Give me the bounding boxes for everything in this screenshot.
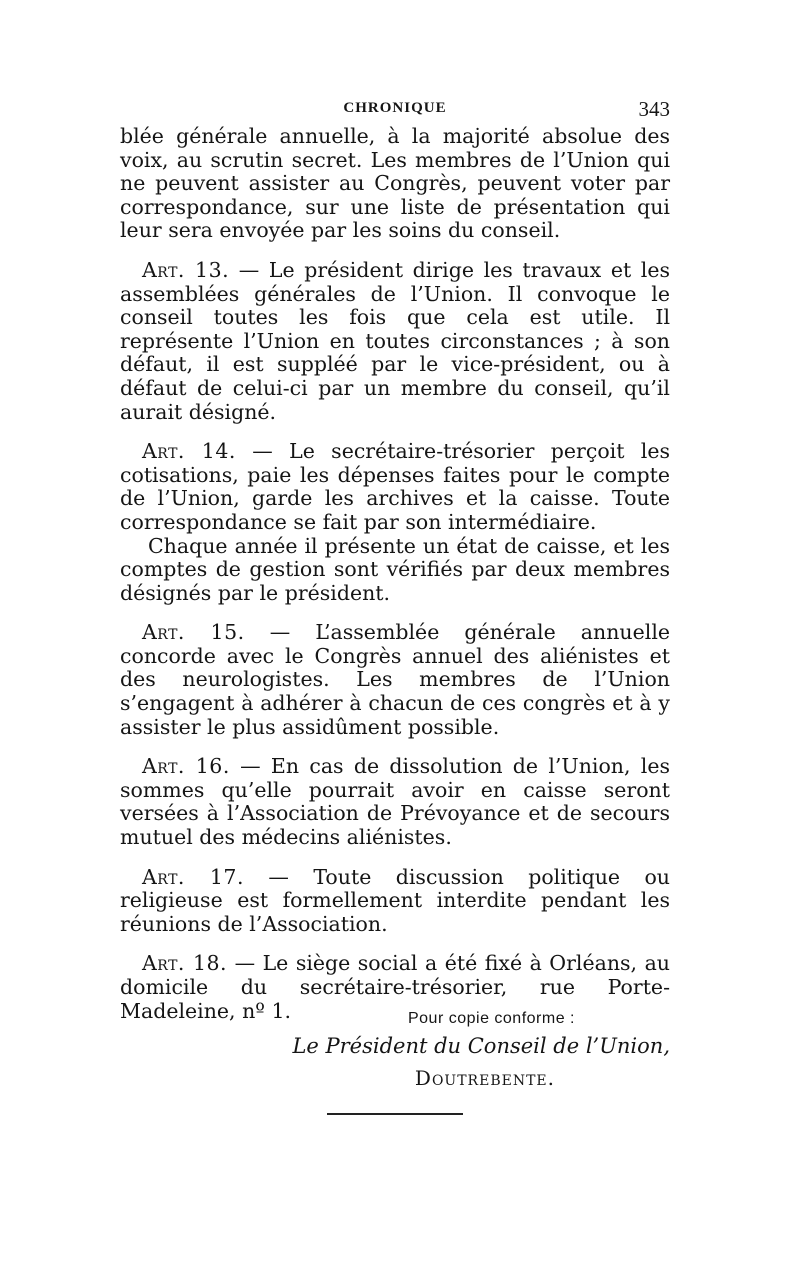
article-label: Art. 15. [142, 620, 245, 645]
article-label: Art. 16. [142, 754, 230, 779]
article-15 [120, 621, 670, 739]
article-14 [120, 440, 670, 534]
signature-name: Doutrebente. [414, 1066, 555, 1090]
article-17 [120, 866, 670, 937]
article-label: Art. 17. [142, 864, 244, 889]
article-14-continuation [120, 535, 670, 606]
article-label: Art. 13. [142, 257, 230, 282]
paragraph-text: Chaque année il présente un état de caisse, et les comptes de gestion sont vérifiés par deux membres désignés par le président. [120, 533, 670, 605]
body-text [120, 125, 670, 1023]
paragraph-continuation [120, 125, 670, 243]
article-16 [120, 755, 670, 849]
article-label: Art. 18. [142, 951, 228, 976]
article-text: — Le siège social a été fixé à Orléans, au domicile du secrétaire-trésorier, rue Porte-Madeleine, nº 1. [120, 951, 670, 1023]
article-text: — Le secrétaire-trésorier perçoit les cotisations, paie les dépenses faites pour le compte de l’Union, garde les archives et la caisse. Toute correspondance se fait par son intermédiaire. [120, 439, 670, 534]
article-13 [120, 259, 670, 424]
article-label: Art. 14. [142, 439, 236, 464]
copy-conform-line: Pour copie conforme : [407, 1010, 575, 1027]
closing-rule [327, 1113, 463, 1115]
running-header [120, 97, 670, 124]
page-number: 343 [638, 97, 670, 121]
signature-title: Le Président du Conseil de l’Union, [292, 1034, 670, 1058]
article-text: — L’assemblée générale annuelle concorde avec le Congrès annuel des aliénistes et des neurologistes. Les membres de l’Union s’engagent à adhérer à chacun de ces congrès et à y assister le plus assidûment possible. [120, 620, 671, 739]
running-title: CHRONIQUE [343, 100, 447, 116]
article-text: — En cas de dissolution de l’Union, les sommes qu’elle pourrait avoir en caisse seront versées à l’Association de Prévoyance et de secours mutuel des médecins aliénistes. [120, 754, 670, 850]
article-text: — Toute discussion politique ou religieuse est formellement interdite pendant les réunions de l’Association. [120, 864, 670, 936]
article-text: — Le président dirige les travaux et les assemblées générales de l’Union. Il convoque le conseil toutes les fois que cela est utile. Il représente l’Union en toutes circonstances ; à son défaut, il est suppléé par le vice-président, ou à défaut de celui-ci par un membre du conseil, qu’il aurait désigné. [120, 257, 671, 424]
paragraph-text: blée générale annuelle, à la majorité absolue des voix, au scrutin secret. Les membres de l’Union qui ne peuvent assister au Congrès, peuvent voter par correspondance, sur une liste de présentation qui leur sera envoyée par les soins du conseil. [120, 124, 670, 243]
